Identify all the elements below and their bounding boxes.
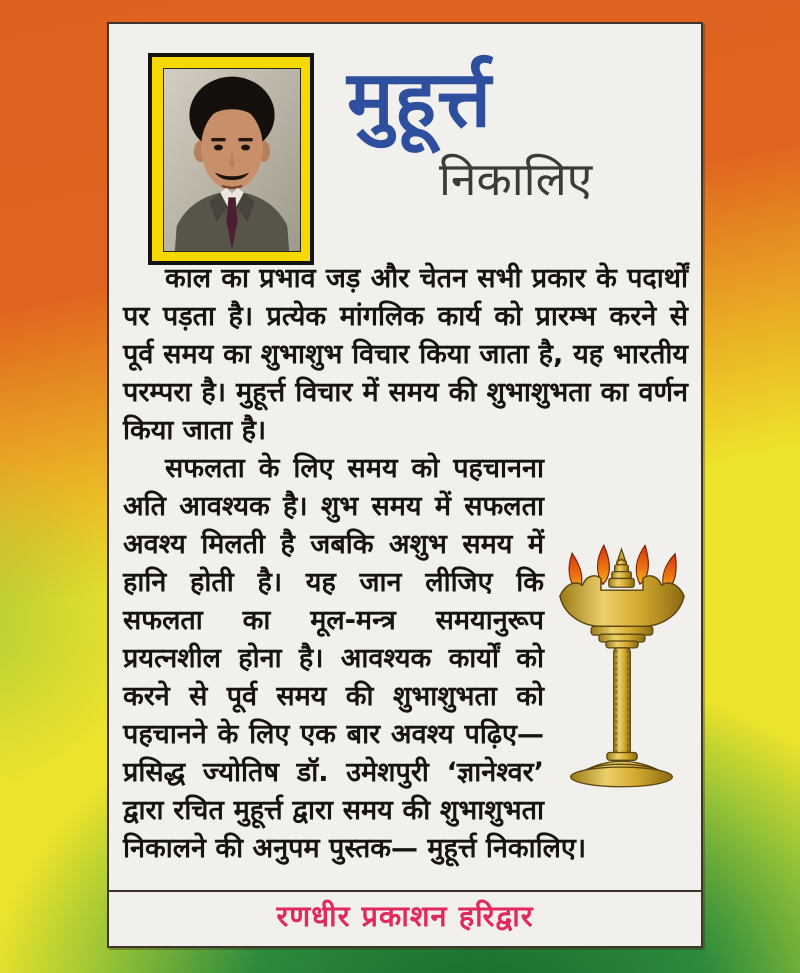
author-portrait-photo	[163, 68, 301, 252]
publisher-name: रणधीर प्रकाशन हरिद्वार	[276, 899, 534, 933]
footer-divider	[107, 890, 703, 892]
oil-lamp-icon	[556, 536, 688, 792]
book-title: मुहूर्त्त	[347, 55, 492, 145]
content-card	[107, 22, 703, 948]
oil-lamp-illustration	[556, 536, 688, 792]
author-photo-frame	[148, 53, 314, 265]
author-portrait-image	[164, 69, 300, 251]
blurb-paragraph-2: सफलता के लिए समय को पहचानना अति आवश्यक है। शुभ समय में सफलता अवश्य मिलती है जबकि अशुभ समय में हानि होती है। यह जान लीजिए कि सफलता का मूल-मन्त्र समयानुरूप प्रयत्नशील होना है। आवश्यक कार्यों को करने से पूर्व समय की शुभाशुभता को पहचानने के लिए एक बार अवश्य पढ़िए—प्रसिद्ध ज्योतिष डॉ. उमेशपुरी ‘ज्ञानेश्वर’ द्वारा रचित मुहूर्त्त द्वारा समय की शुभाशुभता निकालने की अनुपम पुस्तक— मुहूर्त्त निकालिए।	[123, 453, 587, 864]
blurb-text	[123, 260, 688, 868]
book-subtitle: निकालिए	[439, 152, 593, 207]
blurb-paragraph-1: काल का प्रभाव जड़ और चेतन सभी प्रकार के पदार्थों पर पड़ता है। प्रत्येक मांगलिक कार्य को प्रारम्भ करने से पूर्व समय का शुभाशुभ विचार किया जाता है, यह भारतीय परम्परा है। मुहूर्त्त विचार में समय की शुभाशुभता का वर्णन किया जाता है।	[123, 263, 688, 446]
title-block	[347, 48, 687, 209]
